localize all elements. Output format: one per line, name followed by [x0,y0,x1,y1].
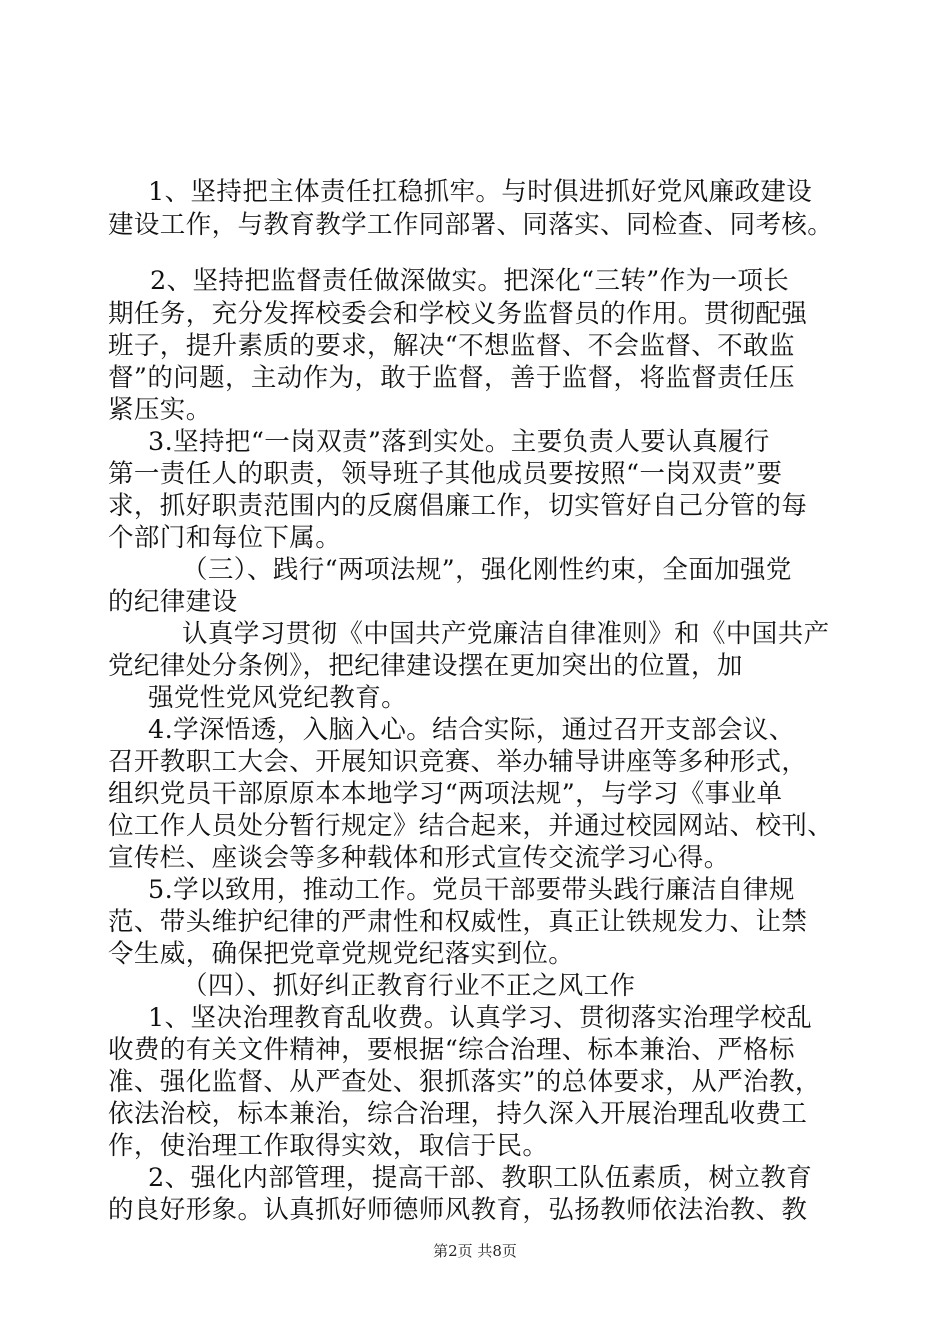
text-line: 认真学习贯彻《中国共产党廉洁自律准则》和《中国共产 [182,619,830,649]
text-line: 4.学深悟透，入脑入心。结合实际，通过召开支部会议、 [148,715,795,745]
text-line: 的纪律建设 [108,587,238,617]
text-line: 作，使治理工作取得实效，取信于民。 [108,1131,549,1161]
text-line: 党纪律处分条例》，把纪律建设摆在更加突出的位置，加 [108,651,743,681]
text-line: 范、带头维护纪律的严肃性和权威性，真正让铁规发力、让禁 [108,907,808,937]
text-line: 5.学以致用，推动工作。党员干部要带头践行廉洁自律规 [148,875,795,905]
text-line: 求，抓好职责范围内的反腐倡廉工作，切实管好自己分管的每 [108,491,808,521]
text-line: 召开教职工大会、开展知识竞赛、举办辅导讲座等多种形式， [108,747,808,777]
text-line: 2、强化内部管理，提高干部、教职工队伍素质，树立教育 [148,1163,813,1193]
text-line: 2、坚持把监督责任做深做实。把深化“三转”作为一项长 [150,266,790,296]
text-line: 宣传栏、座谈会等多种载体和形式宣传交流学习心得。 [108,843,730,873]
page-number-footer: 第2页 共8页 [433,1242,517,1260]
text-line: 3.坚持把“一岗双责”落到实处。主要负责人要认真履行 [148,427,770,457]
text-line: 1、坚决治理教育乱收费。认真学习、贯彻落实治理学校乱 [148,1003,813,1033]
text-line: （三）、践行“两项法规”，强化刚性约束，全面加强党 [182,555,792,585]
text-line: 的良好形象。认真抓好师德师风教育，弘扬教师依法治教、教 [108,1195,808,1225]
text-line: 督”的问题，主动作为，敢于监督，善于监督，将监督责任压 [108,363,795,393]
text-line: 个部门和每位下属。 [108,523,342,553]
text-line: 期任务，充分发挥校委会和学校义务监督员的作用。贯彻配强 [108,299,808,329]
text-line: 组织党员干部原原本本地学习“两项法规”，与学习《事业单 [108,779,783,809]
text-line: 紧压实。 [108,395,212,425]
text-line: 1、坚持把主体责任扛稳抓牢。与时俱进抓好党风廉政建设 [148,177,813,207]
text-line: 班子，提升素质的要求，解决“不想监督、不会监督、不敢监 [108,331,795,361]
text-line: 令生威，确保把党章党规党纪落实到位。 [108,939,575,969]
text-line: 第一责任人的职责，领导班子其他成员要按照“一岗双责”要 [108,459,783,489]
text-line: 收费的有关文件精神，要根据“综合治理、标本兼治、严格标 [108,1035,795,1065]
text-line: （四）、抓好纠正教育行业不正之风工作 [182,971,636,1001]
text-line: 依法治校，标本兼治，综合治理，持久深入开展治理乱收费工 [108,1099,808,1129]
text-line: 位工作人员处分暂行规定》结合起来，并通过校园网站、校刊、 [108,811,834,841]
text-line: 准、强化监督、从严查处、狠抓落实”的总体要求，从严治教， [108,1067,821,1097]
text-line: 建设工作，与教育教学工作同部署、同落实、同检查、同考核。 [108,210,834,240]
text-line: 强党性党风党纪教育。 [148,683,408,713]
